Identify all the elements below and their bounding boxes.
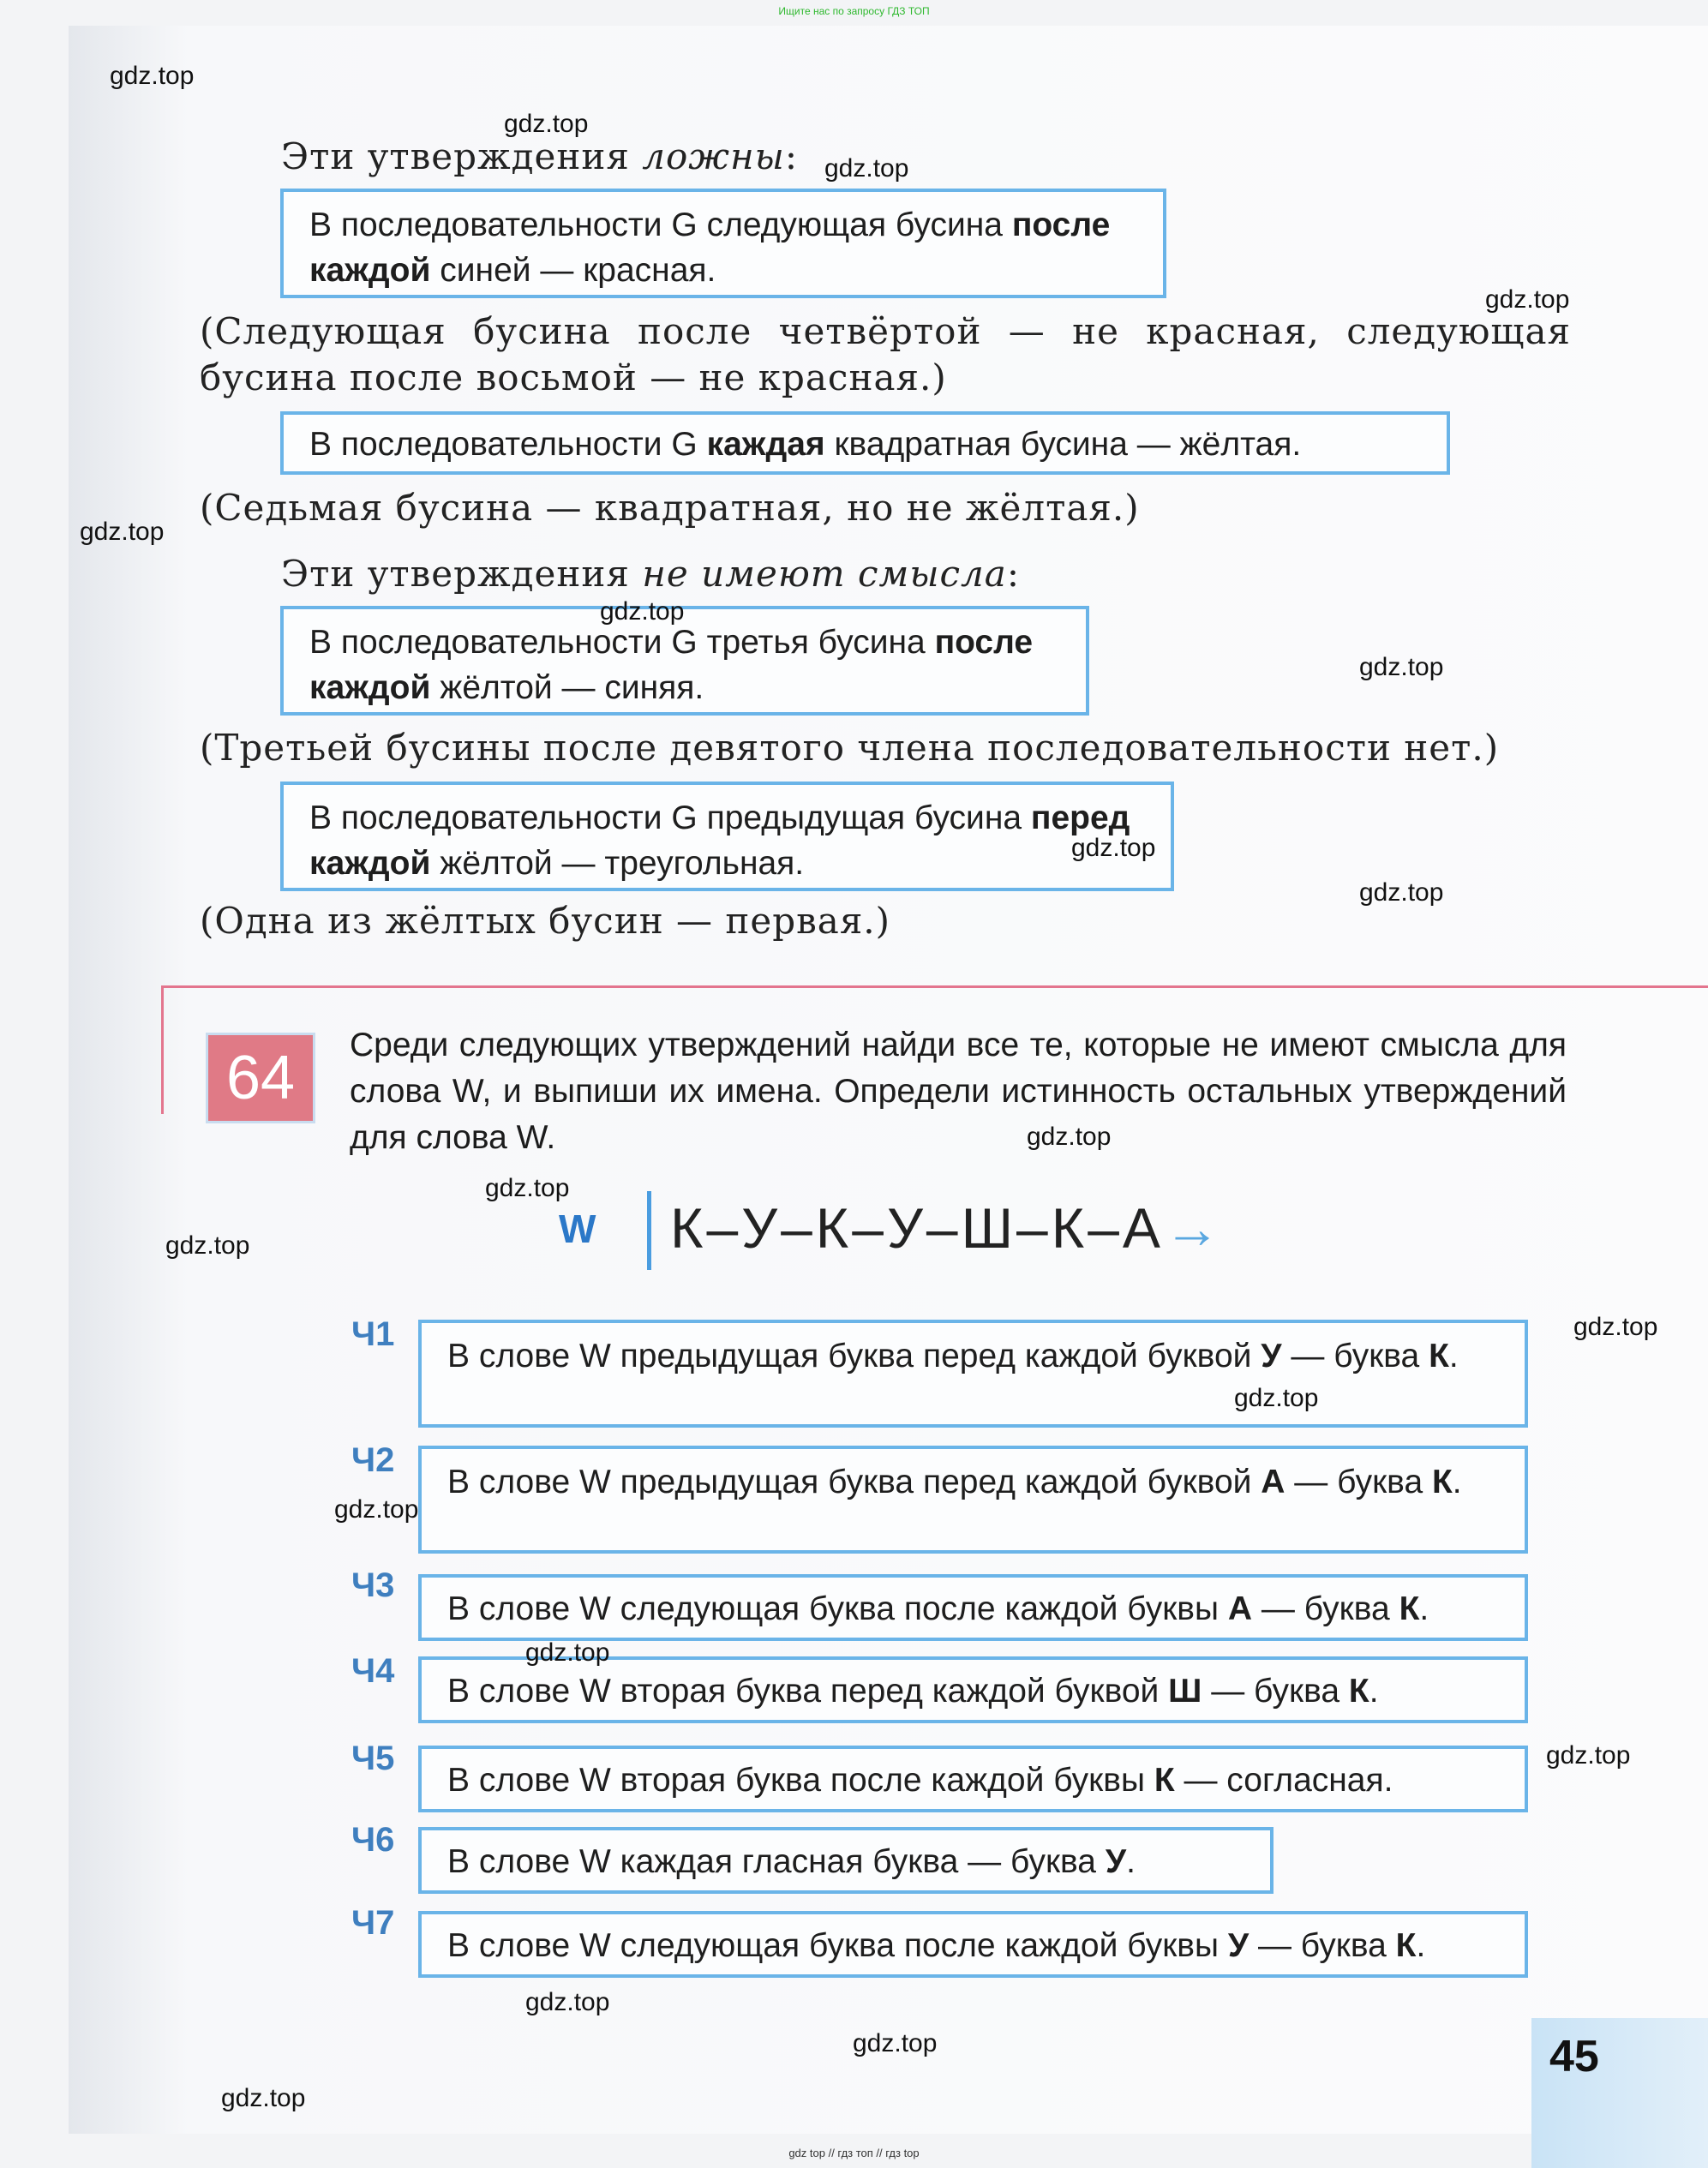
statement-text: — буква [1252, 1590, 1399, 1627]
statement-text: В слове W каждая гласная буква — буква [447, 1843, 1106, 1880]
statement-text: — буква [1281, 1338, 1429, 1374]
statement-text: В слове W предыдущая буква перед каждой буквой [447, 1338, 1262, 1374]
statement-box-6 [418, 1827, 1274, 1894]
statement-text: — буква [1285, 1464, 1432, 1500]
statement-label-1: Ч1 [351, 1315, 395, 1353]
watermark: gdz.top [525, 1988, 610, 2016]
statement-letter: У [1261, 1338, 1282, 1374]
top-banner: Ищите нас по запросу ГДЗ ТОП [778, 5, 930, 17]
statement-text: В последовательности G [309, 426, 707, 463]
statement-text: В слове W вторая буква после каждой буквы [447, 1762, 1154, 1799]
statement-letter: К [1429, 1338, 1449, 1374]
statement-text: В последовательности G предыдущая бусина [309, 800, 1031, 836]
statement-text: — буква [1249, 1927, 1396, 1964]
word-label: W [559, 1207, 596, 1251]
watermark: gdz.top [1546, 1741, 1631, 1770]
statement-letter: К [1431, 1464, 1453, 1500]
statement-letter: К [1395, 1927, 1417, 1964]
watermark: gdz.top [1359, 878, 1444, 907]
watermark: gdz.top [1027, 1123, 1112, 1151]
statement-bold: перед каждой [309, 800, 1130, 882]
statement-bold: после каждой [309, 624, 1034, 706]
false-heading [281, 135, 798, 177]
statement-period: . [1452, 1464, 1462, 1500]
statement-text: — буква [1202, 1673, 1349, 1710]
watermark: gdz.top [1485, 285, 1570, 314]
statement-period: . [1416, 1927, 1426, 1964]
watermark: gdz.top [824, 154, 909, 183]
statement-letter: У [1105, 1843, 1127, 1880]
statement-label-7: Ч7 [351, 1904, 395, 1942]
meaningless-explanation-2: (Одна из жёлтых бусин — первая.) [200, 900, 891, 942]
watermark: gdz.top [600, 597, 685, 626]
bottom-banner: gdz top // гдз топ // гдз top [788, 2147, 920, 2159]
statement-text: синей — красная. [430, 252, 716, 289]
statement-text: В слове W вторая буква перед каждой буквой [447, 1673, 1169, 1710]
word-sequence [670, 1195, 1224, 1261]
sequence-start-bar [647, 1191, 651, 1270]
statement-period: . [1126, 1843, 1136, 1880]
watermark: gdz.top [1359, 653, 1444, 681]
statement-label-3: Ч3 [351, 1566, 395, 1604]
statement-text: В слове W следующая буква после каждой буквы [447, 1927, 1228, 1964]
statement-box-7 [418, 1911, 1528, 1978]
statement-period: . [1419, 1590, 1429, 1627]
heading-text: Эти утверждения [281, 553, 643, 595]
statement-letter: У [1227, 1927, 1250, 1964]
heading-colon: : [784, 135, 799, 177]
statement-text: В слове W предыдущая буква перед каждой буквой [447, 1464, 1262, 1500]
statement-box-3 [418, 1574, 1528, 1641]
sequence-letters: К–У–К–У–Ш–К–А [670, 1196, 1164, 1260]
statement-text: В последовательности G следующая бусина [309, 207, 1012, 243]
false-explanation-1: (Следующая бусина после четвёртой — не красная, следующая бусина после восьмой — не красная.) [200, 310, 1571, 398]
statement-bold: после каждой [309, 207, 1111, 289]
statement-period: . [1369, 1673, 1379, 1710]
watermark: gdz.top [80, 518, 165, 546]
false-statement-box-2 [280, 411, 1450, 475]
statement-text: В последовательности G третья бусина [309, 624, 935, 661]
watermark: gdz.top [853, 2029, 938, 2057]
false-statement-box-1 [280, 189, 1166, 298]
statement-box-1 [418, 1320, 1528, 1428]
watermark: gdz.top [165, 1231, 250, 1260]
statement-text: квадратная бусина — жёлтая. [824, 426, 1302, 463]
statement-box-2 [418, 1446, 1528, 1554]
statement-letter: К [1154, 1762, 1175, 1799]
page-number: 45 [1549, 2032, 1599, 2081]
meaningless-explanation-1: (Третьей бусины после девятого члена последовательности нет.) [200, 727, 1500, 769]
section-divider-vertical [161, 985, 164, 1114]
statement-label-6: Ч6 [351, 1821, 395, 1859]
statement-label-4: Ч4 [351, 1652, 395, 1690]
statement-text: В слове W следующая буква после каждой буквы [447, 1590, 1228, 1627]
statement-label-5: Ч5 [351, 1740, 395, 1777]
statement-letter: К [1399, 1590, 1420, 1627]
heading-emphasis: ложны [642, 135, 785, 177]
watermark: gdz.top [221, 2084, 306, 2112]
statement-text: — согласная. [1174, 1762, 1393, 1799]
meaningless-statement-box-1 [280, 606, 1089, 716]
meaningless-statement-box-2 [280, 782, 1174, 891]
watermark: gdz.top [1234, 1384, 1319, 1412]
heading-emphasis: не имеют смысла [642, 553, 1007, 595]
statement-box-5 [418, 1746, 1528, 1812]
heading-colon: : [1006, 553, 1020, 595]
statement-text: жёлтой — синяя. [430, 669, 704, 706]
statement-letter: Ш [1168, 1673, 1202, 1710]
statement-letter: А [1261, 1464, 1285, 1500]
statement-letter: А [1227, 1590, 1253, 1627]
watermark: gdz.top [110, 62, 195, 90]
watermark: gdz.top [1573, 1313, 1658, 1341]
watermark: gdz.top [504, 110, 589, 138]
watermark: gdz.top [334, 1495, 419, 1524]
false-explanation-2: (Седьмая бусина — квадратная, но не жёлтая.) [200, 487, 1140, 529]
statement-period: . [1448, 1338, 1459, 1374]
watermark: gdz.top [485, 1174, 570, 1202]
task-text: Среди следующих утверждений найди все те, которые не имеют смысла для слова W, и выпиши их имена. Определи истинность остальных утверждений для слова W. [350, 1027, 1567, 1156]
statement-text: жёлтой — треугольная. [430, 845, 805, 882]
watermark: gdz.top [1071, 834, 1156, 862]
section-divider [161, 985, 1708, 988]
heading-text: Эти утверждения [281, 135, 643, 177]
statement-bold: каждая [706, 426, 825, 463]
meaningless-heading [281, 553, 1020, 595]
statement-label-2: Ч2 [351, 1441, 395, 1479]
task-number: 64 [206, 1033, 315, 1123]
watermark: gdz.top [525, 1638, 610, 1667]
statement-letter: К [1348, 1673, 1369, 1710]
arrow-right-icon: → [1163, 1196, 1224, 1260]
